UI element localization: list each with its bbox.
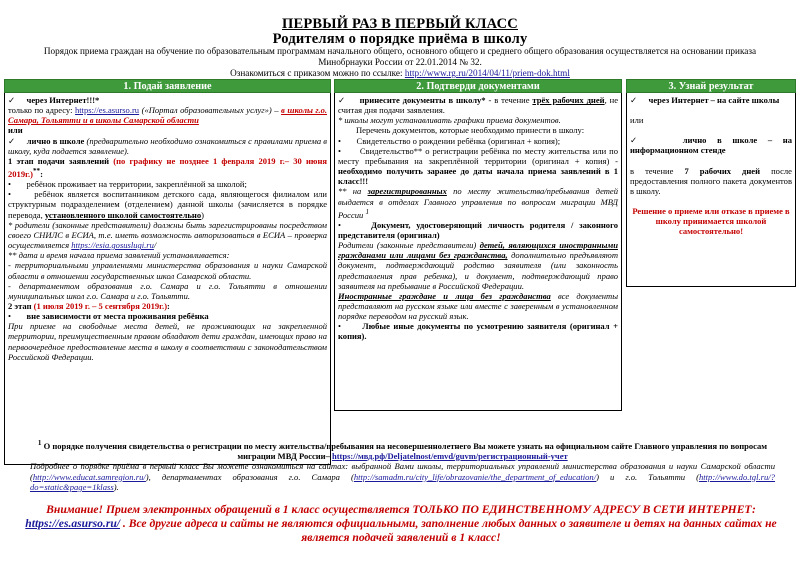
bring-docs-end: , не считая дня подачи заявления. — [338, 95, 618, 116]
checkmark-icon: ✓ — [338, 95, 346, 105]
page-title: ПЕРВЫЙ РАЗ В ПЕРВЫЙ КЛАСС — [282, 16, 518, 32]
bullet-icon: • — [338, 145, 341, 156]
site-note: («Портал образовательных услуг») – — [139, 105, 282, 116]
bullet-kindergarten-underline: установленного школой самостоятельно — [44, 209, 202, 220]
docs-list-intro: Перечень документов, которые необходимо принести в школу: — [356, 125, 585, 136]
column-documents-heading: 2. Подтверди документами — [334, 79, 622, 93]
doc-registration: Свидетельство** о регистрации ребёнка по месту жительства или по месту пребывания на закреплённой территории (оригинал + копия) - — [338, 145, 619, 166]
asurso-link[interactable]: https://es.asurso.ru — [74, 105, 140, 116]
warning-banner — [25, 503, 777, 545]
educat-link[interactable]: http://www.educat.samregion.ru/ — [32, 471, 146, 482]
stage2-lead: 2 этап — [8, 300, 32, 311]
order-link[interactable]: http://www.rg.ru/2014/04/11/priem-dok.html — [404, 68, 570, 78]
doc-registration-warning: необходимо получить заранее до даты начала приема заявлений в 1 класс!!! — [338, 166, 618, 187]
stage1-sup: ** — [33, 167, 41, 176]
result-days-b: 7 рабочих дней — [684, 165, 761, 176]
registration-note-c: по месту жительства/пребывания детей выдается в отделах Главного управления по вопросам миграции МВД России — [338, 186, 618, 220]
column-apply-heading: 1. Подай заявление — [4, 79, 331, 93]
in-person-lead: лично в школе — [26, 135, 85, 146]
site-prefix: только по адресу: — [8, 105, 75, 116]
result-decision: Решение о приеме или отказе в приеме в школу принимается школой самостоятельно! — [632, 206, 790, 237]
mvd-link[interactable]: https://мвд.рф/Deljatelnost/emvd/guvm/регистрационный-учет — [331, 450, 568, 461]
online-lead: через Интернет!!!* — [26, 95, 100, 105]
foreign-note-a: Родители (законные представители) — [338, 240, 480, 251]
page-subtitle: Родителям о порядке приёма в школу — [272, 31, 528, 47]
bullet-icon: • — [8, 179, 11, 190]
or-text: или — [8, 125, 23, 136]
intro-paragraph: Порядок приема граждан на обучение по образовательным программам начального общего, основного общего и среднего общего образования осуществляется на основании приказа Минобрнауки России от 22.01.2014 № 32. — [43, 46, 757, 67]
bring-docs-days: трёх рабочих дней — [532, 95, 605, 105]
warning-b: . Все другие адреса и сайты не являются официальными, заполнение любых данных о заявителе и детях на данных сайтах не является подачей заявлений в 1 класс! — [120, 517, 777, 544]
doc-other: Любые иные документы по усмотрению заявителя (оригинал + копия). — [338, 321, 618, 342]
more-info-a: Подробнее о порядке приёма в первый класс Вы можете ознакомиться на сайтах: выбранной Вами школы, территориальных управлений министерства образования и науки Самарской области ( — [30, 461, 775, 482]
esia-link[interactable]: https://esia.gosuslugi.ru — [71, 240, 154, 251]
schedule-note: * школы могут устанавливать графики приема документов. — [338, 115, 561, 126]
warning-link[interactable]: https://es.asurso.ru/ — [25, 517, 121, 530]
bullet-icon: • — [338, 135, 341, 146]
checkmark-icon: ✓ — [8, 135, 16, 146]
foreign-note-b: детей, являющихся иностранными гражданами или лицами без гражданства, — [338, 240, 618, 261]
result-online: через Интернет – на сайте школы — [648, 95, 780, 105]
stage1-colon: : — [40, 168, 43, 179]
column-result-body — [626, 93, 796, 287]
bullet-icon: • — [8, 189, 11, 200]
more-info — [30, 461, 775, 493]
result-days-c: после предоставления полного пакета документов в школу. — [630, 165, 792, 196]
foreign-note-c: дополнительно предъявляют документ, подтверждающий родство заявителя (или законность представления прав ребенка), и документ, подтверждающий право заявителя на пребывание в Российской Федерации. — [338, 250, 619, 291]
column-apply-body — [4, 93, 331, 465]
doc-birth-certificate: Свидетельство о рождении ребёнка (оригинал + копия); — [356, 135, 561, 146]
checkmark-icon: ✓ — [630, 95, 638, 105]
priority-note: При приеме на свободные места детей, не проживающих на закрепленной территории, преимущественным правом обладают дети граждан, имеющих право на первоочередное предоставление места в школу в соответствии с законодательством Российской Федерации. — [8, 321, 327, 362]
bullet-any-residence: вне зависимости от места проживания ребёнка — [26, 311, 209, 322]
bullet-kindergarten-end: ) — [201, 209, 204, 220]
samadm-link[interactable]: http://samadm.ru/city_life/obrazovanie/the_department_of_education/ — [353, 471, 597, 482]
warning-a: Внимание! Прием электронных обращений в 1 класс осуществляется ТОЛЬКО ПО ЕДИНСТВЕННОМУ АДРЕСУ В СЕТИ ИНТЕРНЕТ: — [46, 503, 756, 516]
intro-link-prefix: Ознакомиться с приказом можно по ссылке: — [230, 68, 405, 78]
more-info-b: ), департаментах образования г.о. Самара ( — [145, 471, 354, 482]
foreign-citizens-b: все документы представляют на русском языке или вместе с заверенным в установленном порядке переводом на русский язык. — [338, 290, 618, 322]
checkmark-icon: ✓ — [630, 135, 638, 146]
start-date-note-a: - территориальными управлениями министерства образования и науки Самарской области в отношении государственных школ Самарской области. — [8, 260, 327, 281]
registration-note-a: ** на — [338, 186, 368, 197]
result-or: или — [630, 115, 644, 126]
esia-note-end: / — [153, 240, 157, 251]
registration-note-sup: 1 — [365, 207, 370, 216]
column-documents — [334, 79, 622, 411]
more-info-c: ) и г.о. Тольятти ( — [596, 471, 699, 482]
column-result — [626, 79, 796, 287]
bullet-icon: • — [338, 219, 341, 230]
stage1-lead: 1 этап подачи заявлений — [8, 155, 110, 166]
column-result-heading: 3. Узнай результат — [626, 79, 796, 93]
stage2-dates: (1 июля 2019 г. – 5 сентября 2019г.) — [31, 300, 168, 311]
doc-parent-id: Документ, удостоверяющий личность родителя / законного представителя (оригинал) — [338, 219, 619, 240]
esia-note: * родители (законные представители) должны быть зарегистрированы посредством своего СНИЛС в ЕСИА, т.е. иметь возможность авторизоваться в ЕСИА – проверка осуществляется — [8, 219, 327, 251]
footnote-text: О порядке получения свидетельства о регистрации по месту жительства/пребывания на несовершеннолетнего Вы можете узнать на официальном сайте Главного управления по вопросам миграции МВД России– — [41, 440, 768, 461]
footnote-sup: 1 — [37, 439, 42, 447]
result-in-person: лично в школе – на информационном стенде — [630, 135, 792, 156]
in-person-note: (предварительно необходимо ознакомиться с правилами приема в школу, куда подается заявление). — [8, 135, 327, 156]
footnote-registration — [30, 438, 775, 461]
bullet-icon: • — [338, 321, 341, 332]
stage2-colon: : — [167, 300, 170, 311]
intro-text — [20, 46, 780, 79]
bullet-icon: • — [8, 311, 11, 322]
more-info-d: ). — [113, 482, 119, 492]
foreign-citizens-a: Иностранные граждане и лица без гражданства — [338, 290, 551, 301]
result-days-a: в течение — [630, 165, 685, 176]
schools-note: в школы г.о. Самара, Тольятти и в школы Самарской области — [8, 105, 327, 126]
registration-note-b: зарегистрированных — [367, 186, 447, 197]
start-date-note-title: ** дата и время начала приема заявлений устанавливается: — [8, 250, 230, 261]
column-documents-body — [334, 93, 622, 411]
tgl-link[interactable]: http://www.do.tgl.ru/?do=static&page=1klass — [30, 471, 775, 492]
bullet-residence: ребёнок проживает на территории, закреплённой за школой; — [26, 179, 247, 190]
bullet-kindergarten: ребёнок является воспитанником детского сада, являющегося филиалом или структурным подразделением (отделением) данной школы (зачисляется в порядке перевода, — [8, 189, 327, 220]
column-apply — [4, 79, 331, 465]
checkmark-icon: ✓ — [8, 95, 16, 105]
bring-docs-lead: принесите документы в школу* — [359, 95, 486, 105]
bring-docs-mid: - в течение — [485, 95, 533, 105]
start-date-note-b: - департаментом образования г.о. Самара и г.о. Тольятти в отношении муниципальных школ г.о. Самара и г.о. Тольятти. — [8, 280, 327, 301]
stage1-dates: (по графику не позднее 1 февраля 2019 г.– 30 июня 2019г.) — [8, 155, 328, 179]
